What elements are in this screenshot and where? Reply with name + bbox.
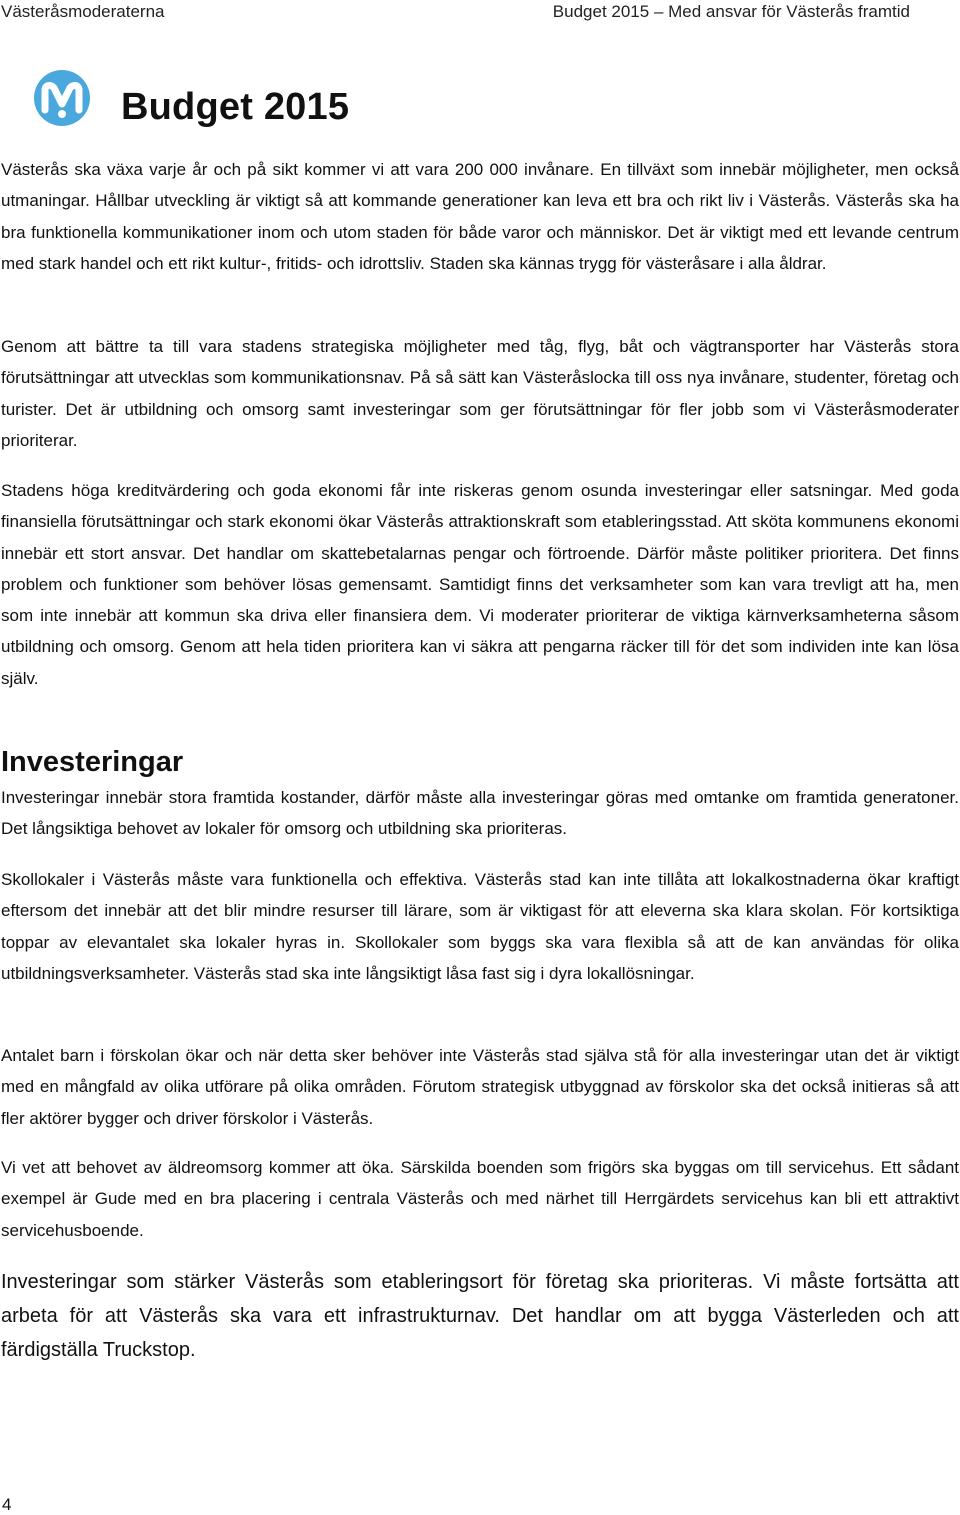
section-heading-investeringar: Investeringar <box>1 746 184 778</box>
intro-paragraph-1: Västerås ska växa varje år och på sikt kommer vi att vara 200 000 invånare. En tillväxt som innebär möjligheter, men också utmaningar. Hållbar utveckling är viktigt så att kommande generationer kan leva ett bra och rikt liv i Västerås. Västerås ska ha bra funktionella kommunikationer inom och utom staden för både varor och människor. Det är viktigt med ett levande centrum med stark handel och ett rikt kultur-, fritids- och idrottsliv. Staden ska kännas trygg för västeråsare i alla åldrar. <box>1 160 959 273</box>
section-paragraph-2: Skollokaler i Västerås måste vara funktionella och effektiva. Västerås stad kan inte tillåta att lokalkostnaderna ökar kraftigt eftersom det innebär att det blir mindre resurser till lärare, som är viktigast för att eleverna ska klara skolan. För kortsiktiga toppar av elevantalet ska lokaler hyras in. Skollokaler som byggs ska vara flexibla så att de kan användas för olika utbildningsverksamheter. Västerås stad ska inte långsiktigt låsa fast sig i dyra lokallösningar. <box>1 870 959 983</box>
running-header-org: Västeråsmoderaterna <box>1 2 165 21</box>
running-header-doc-title: Budget 2015 – Med ansvar för Västerås framtid <box>552 2 910 21</box>
section-paragraph-3: Antalet barn i förskolan ökar och när detta sker behöver inte Västerås stad själva stå för alla investeringar utan det är viktigt med en mångfald av olika utförare på olika områden. Förutom strategisk utbyggnad av förskolor ska det också initieras så att fler aktörer bygger och driver förskolor i Västerås. <box>1 1046 959 1128</box>
moderaterna-m-logo-icon <box>34 70 90 126</box>
page-title: Budget 2015 <box>121 86 350 128</box>
intro-paragraph-3: Stadens höga kreditvärdering och goda ekonomi får inte riskeras genom osunda investeringar eller satsningar. Med goda finansiella förutsättningar och stark ekonomi ökar Västerås attraktionskraft som etableringsstad. Att sköta kommunens ekonomi innebär ett stort ansvar. Det handlar om skattebetalarnas pengar och förtroende. Därför måste politiker prioritera. Det finns problem och funktioner som behöver lösas gemensamt. Samtidigt finns det verksamheter som kan vara trevligt att ha, men som inte innebär att kommun ska driva eller finansiera dem. Vi moderater prioriterar de viktiga kärnverksamheterna såsom utbildning och omsorg. Genom att hela tiden prioritera kan vi säkra att pengarna räcker till för det som individen inte kan lösa själv. <box>1 481 959 688</box>
page-number: 4 <box>2 1495 12 1514</box>
intro-paragraph-2: Genom att bättre ta till vara stadens strategiska möjligheter med tåg, flyg, båt och vägtransporter har Västerås stora förutsättningar att utvecklas som kommunikationsnav. På så sätt kan Västeråslocka till oss nya invånare, studenter, företag och turister. Det är utbildning och omsorg samt investeringar som ger förutsättningar för fler jobb som vi Västeråsmoderater prioriterar. <box>1 337 959 450</box>
section-paragraph-5: Investeringar som stärker Västerås som etableringsort för företag ska prioriteras. Vi måste fortsätta att arbeta för att Västerås ska vara ett infrastrukturnav. Det handlar om att bygga Västerleden och att färdigställa Truckstop. <box>1 1271 959 1362</box>
section-paragraph-4: Vi vet att behovet av äldreomsorg kommer att öka. Särskilda boenden som frigörs ska byggas om till servicehus. Ett sådant exempel är Gude med en bra placering i centrala Västerås och med närhet till Herrgärdets servicehus kan bli ett attraktivt servicehusboende. <box>1 1158 959 1240</box>
section-paragraph-1: Investeringar innebär stora framtida kostander, därför måste alla investeringar göras med omtanke om framtida generatoner. Det långsiktiga behovet av lokaler för omsorg och utbildning ska prioriteras. <box>1 788 959 839</box>
